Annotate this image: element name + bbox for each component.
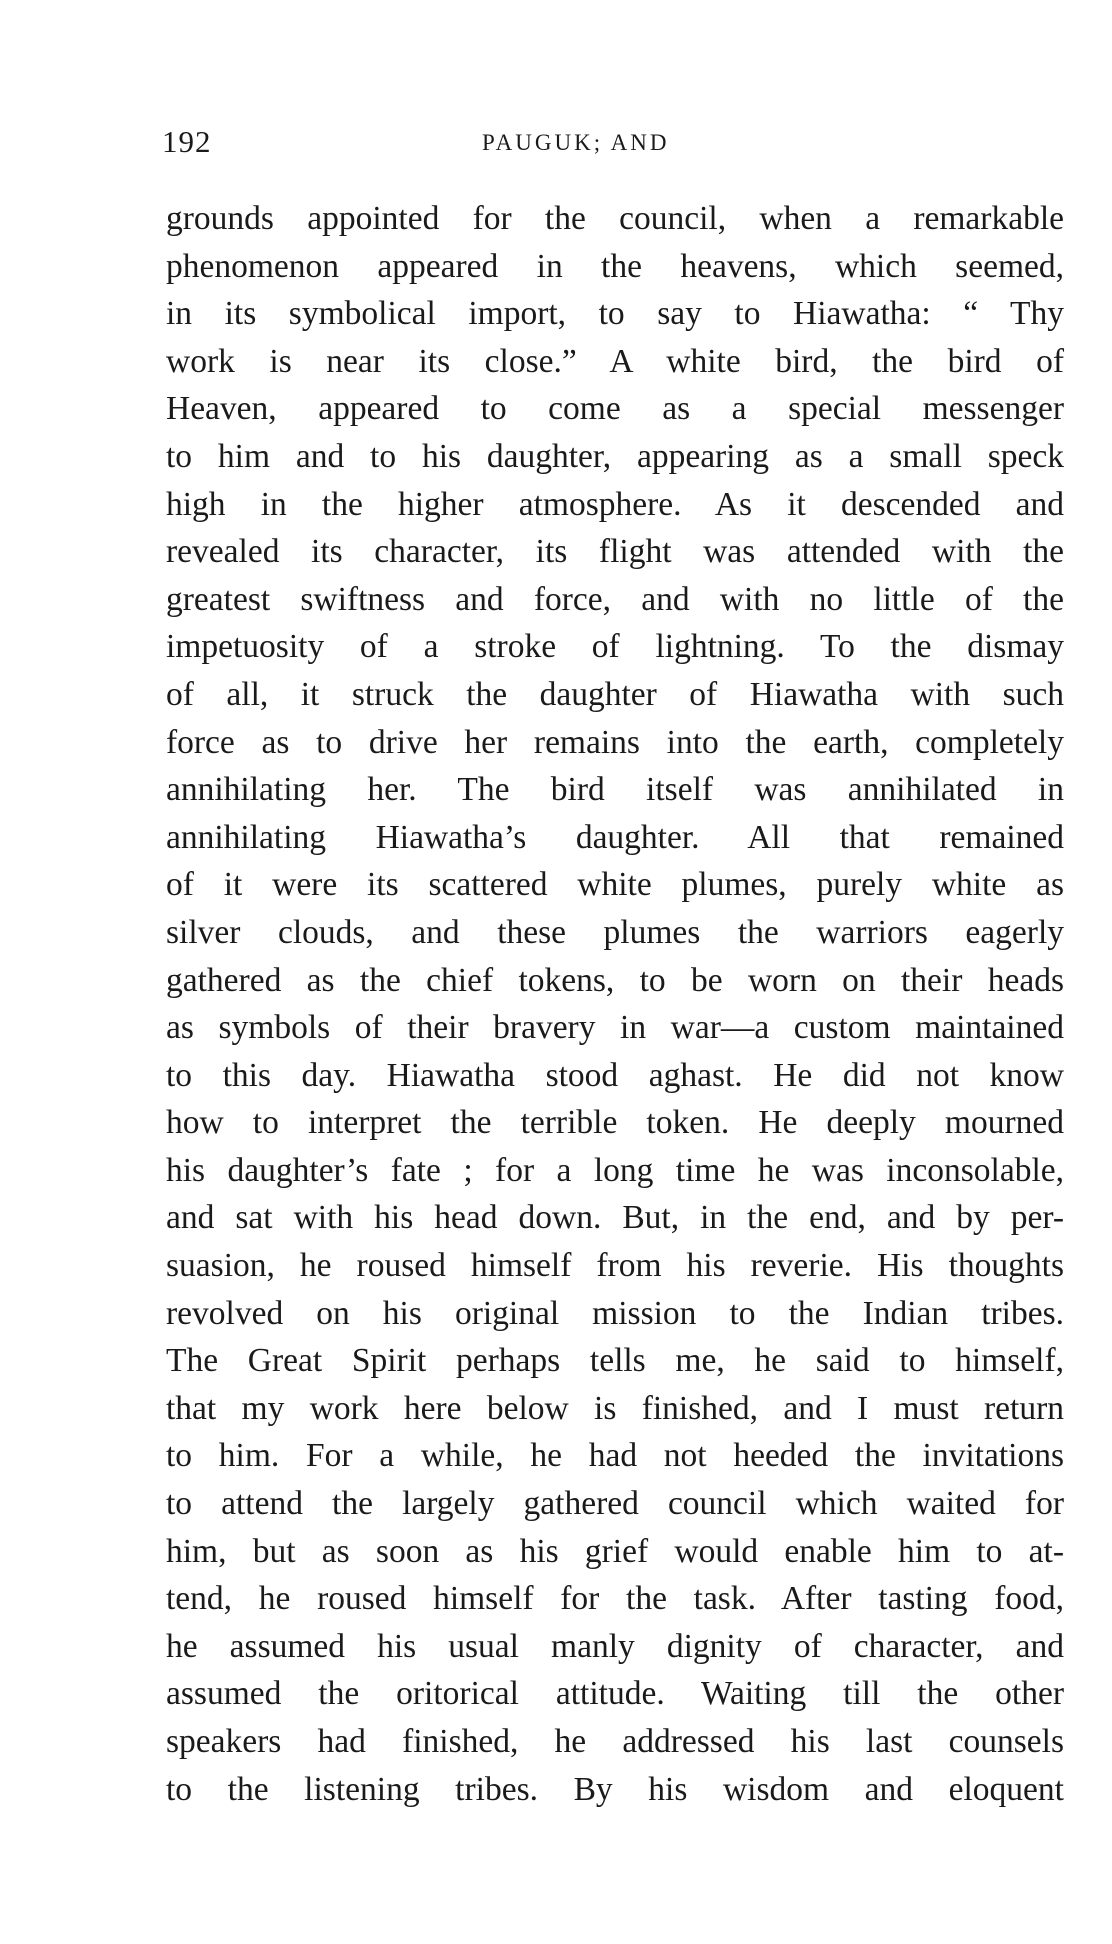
text-line: him, but as soon as his grief would enable him to at-	[166, 1532, 1064, 1570]
text-line: Heaven, appeared to come as a special messenger	[166, 390, 1064, 428]
text-line: to him and to his daughter, appearing as a small speck	[166, 437, 1064, 475]
text-line: that my work here below is finished, and I must return	[166, 1389, 1064, 1427]
text-line: of it were its scattered white plumes, purely white as	[166, 866, 1064, 904]
text-line: The Great Spirit perhaps tells me, he said to himself,	[166, 1342, 1064, 1380]
page-number: 192	[162, 124, 212, 159]
text-line: tend, he roused himself for the task. After tasting food,	[166, 1580, 1064, 1618]
text-line: revolved on his original mission to the Indian tribes.	[166, 1294, 1064, 1332]
text-line: annihilating Hiawatha’s daughter. All that remained	[166, 818, 1064, 856]
text-line: phenomenon appeared in the heavens, which seemed,	[166, 247, 1064, 285]
text-line: high in the higher atmosphere. As it descended and	[166, 485, 1064, 523]
text-line: in its symbolical import, to say to Hiawatha: “ Thy	[166, 295, 1064, 333]
text-line: speakers had finished, he addressed his last counsels	[166, 1723, 1064, 1760]
text-line: annihilating her. The bird itself was annihilated in	[166, 771, 1064, 809]
text-line: suasion, he roused himself from his reverie. His thoughts	[166, 1247, 1064, 1285]
text-line: to attend the largely gathered council which waited for	[166, 1485, 1064, 1523]
text-line: his daughter’s fate ; for a long time he was inconsolable,	[166, 1151, 1064, 1189]
text-line: how to interpret the terrible token. He deeply mourned	[166, 1104, 1064, 1142]
text-line: work is near its close.” A white bird, the bird of	[166, 342, 1064, 380]
text-line: force as to drive her remains into the earth, completely	[166, 723, 1064, 761]
text-line: greatest swiftness and force, and with no little of the	[166, 580, 1064, 618]
text-line: revealed its character, its flight was attended with the	[166, 533, 1064, 571]
text-line: to him. For a while, he had not heeded the invitations	[166, 1437, 1064, 1475]
text-line: and sat with his head down. But, in the end, and by per-	[166, 1199, 1064, 1237]
running-head-title: PAUGUK; AND	[482, 130, 670, 155]
text-line: of all, it struck the daughter of Hiawatha with such	[166, 675, 1064, 713]
text-line: he assumed his usual manly dignity of character, and	[166, 1627, 1064, 1665]
text-line: assumed the oritorical attitude. Waiting till the other	[166, 1675, 1064, 1713]
text-line: to this day. Hiawatha stood aghast. He did not know	[166, 1056, 1064, 1094]
text-line: as symbols of their bravery in war—a custom maintained	[166, 1009, 1064, 1047]
text-line: grounds appointed for the council, when a remarkable	[166, 200, 1064, 237]
running-head	[162, 124, 1060, 172]
text-line: to the listening tribes. By his wisdom and eloquent	[166, 1770, 1064, 1808]
body-text	[166, 195, 1064, 1813]
text-line: gathered as the chief tokens, to be worn on their heads	[166, 961, 1064, 999]
text-line: silver clouds, and these plumes the warriors eagerly	[166, 913, 1064, 951]
text-line: impetuosity of a stroke of lightning. To the dismay	[166, 628, 1064, 666]
